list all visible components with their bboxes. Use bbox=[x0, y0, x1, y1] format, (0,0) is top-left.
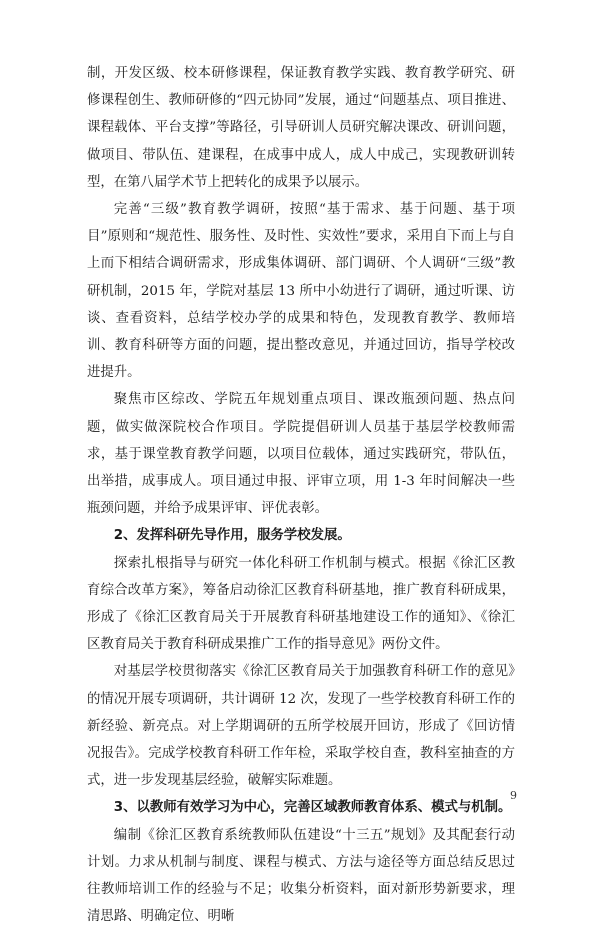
section-heading-3: 3、以教师有效学习为中心，完善区域教师教育体系、模式与机制。 bbox=[113, 800, 512, 816]
document-body bbox=[87, 60, 515, 931]
paragraph-teacher-plan: 编制《徐汇区教育系统教师队伍建设“十三五”规划》及其配套行动计划。力求从机制与制度、课程与模式、方法与途径等方面总结反思过往教师培训工作的经验与不足；收集分析资料，面对新形势新要求，理清思路、明确定位、明晰 bbox=[87, 827, 515, 925]
paragraph-three-level-research: 完善“三级”教育教学调研，按照“基于需求、基于问题、基于项目”原则和“规范性、服务性、及时性、实效性”要求，采用自下而上与自上而下相结合调研需求，形成集体调研、部门调研、个人调研“三级”教研机制，2015 年，学院对基层 13 所中小幼进行了调研，通过听课、访谈、查看资料，总结学校办学的成果和特色，发现教育教学、教师培训、教育科研等方面的问题，提出整改意见，并通过回访，指导学校改进提升。 bbox=[87, 202, 515, 381]
section-heading-2: 2、发挥科研先导作用，服务学校发展。 bbox=[113, 528, 351, 544]
paragraph-research-mechanism: 探索扎根指导与研究一体化科研工作机制与模式。根据《徐汇区教育综合改革方案》，筹备启动徐汇区教育科研基地，推广教育科研成果，形成了《徐汇区教育局关于开展教育科研基地建设工作的通知》、《徐汇区教育局关于教育科研成果推广工作的指导意见》两份文件。 bbox=[87, 555, 515, 653]
paragraph-special-survey: 对基层学校贯彻落实《徐汇区教育局关于加强教育科研工作的意见》的情况开展专项调研，共计调研 12 次，发现了一些学校教育科研工作的新经验、新亮点。对上学期调研的五所学校展开回访，形成了《回访情况报告》。完成学校教育科研工作年检，采取学校自查，教科室抽查的方式，进一步发现基层经验，破解实际难题。 bbox=[87, 664, 515, 789]
page-number: 9 bbox=[510, 789, 517, 802]
paragraph-school-cooperation: 聚焦市区综改、学院五年规划重点项目、课改瓶颈问题、热点问题，做实做深院校合作项目。学院提倡研训人员基于基层学校教师需求，基于课堂教育教学问题，以项目位载体，通过实践研究，带队伍，出举措，成事成人。项目通过申报、评审立项，用 1-3 年时间解决一些瓶颈问题，并给予成果评审、评优表彰。 bbox=[87, 392, 515, 517]
paragraph-continuation: 制，开发区级、校本研修课程，保证教育教学实践、教育教学研究、研修课程创生、教师研修的“四元协同”发展，通过“问题基点、项目推进、课程载体、平台支撑”等路径，引导研训人员研究解决课改、研训问题，做项目、带队伍、建课程，在成事中成人，成人中成己，实现教研训转型，在第八届学术节上把转化的成果予以展示。 bbox=[87, 66, 515, 190]
